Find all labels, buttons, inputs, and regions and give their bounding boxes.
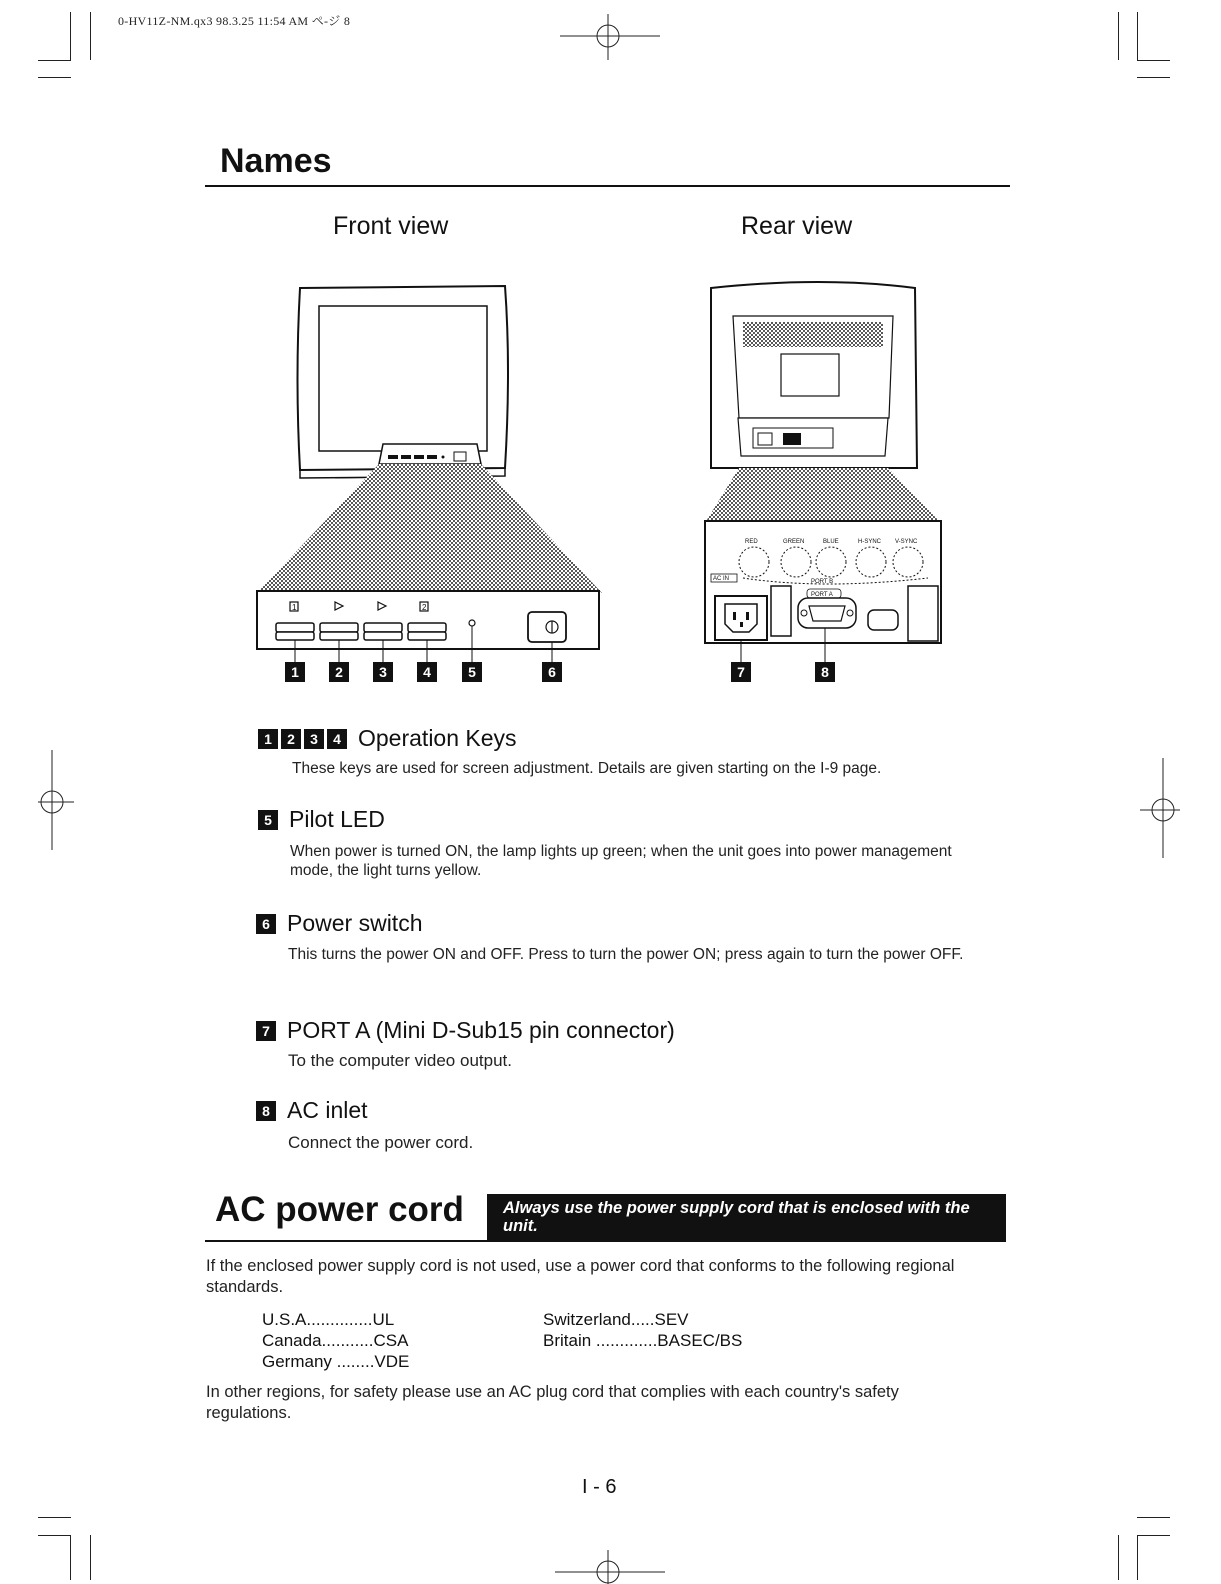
- item-badge: 5: [258, 810, 278, 830]
- print-header: 0-HV11Z-NM.qx3 98.3.25 11:54 AM ペ-ジ 8: [118, 14, 351, 28]
- callout-badge-6: 6: [542, 662, 562, 682]
- item-description: When power is turned ON, the lamp lights up green; when the unit goes into power management mode, the light turns yellow.: [290, 843, 952, 879]
- section-title-names: Names: [220, 142, 332, 180]
- ac-outro-text: In other regions, for safety please use an AC plug cord that complies with each country's safety regulations.: [206, 1383, 899, 1422]
- item-description: Connect the power cord.: [288, 1133, 474, 1152]
- item-description: This turns the power ON and OFF. Press to turn the power ON; press again to turn the power OFF.: [288, 946, 964, 963]
- item-badge: 8: [256, 1101, 276, 1121]
- vent-grille: [743, 322, 883, 347]
- item-description: These keys are used for screen adjustment. Details are given starting on the I-9 page.: [292, 760, 882, 777]
- item-power-switch: [256, 910, 422, 937]
- pilot-led-indicator: [469, 620, 475, 626]
- item-heading: PORT A (Mini D-Sub15 pin connector): [287, 1017, 675, 1043]
- rear-zoom-shading: [705, 468, 941, 523]
- item-badge: 3: [304, 729, 324, 749]
- rear-label-green: GREEN: [783, 539, 805, 545]
- standards-list-left: [262, 1309, 409, 1372]
- svg-text:2: 2: [422, 603, 427, 612]
- item-port-a: [256, 1017, 675, 1044]
- callout-badge-5: 5: [462, 662, 482, 682]
- rear-label-port-b: PORT B: [811, 579, 834, 585]
- item-ac-inlet: [256, 1097, 368, 1124]
- item-heading: Operation Keys: [358, 725, 517, 751]
- rear-view-illustration: [703, 278, 948, 698]
- item-badge: 7: [256, 1021, 276, 1041]
- callout-badge-1: 1: [285, 662, 305, 682]
- item-badge: 1: [258, 729, 278, 749]
- item-heading: Power switch: [287, 910, 423, 936]
- front-view-title: Front view: [333, 212, 449, 240]
- standard-entry: Germany ........VDE: [262, 1352, 410, 1371]
- item-operation-keys: [258, 725, 517, 752]
- item-pilot-led: [258, 806, 385, 833]
- standard-entry: Canada...........CSA: [262, 1331, 409, 1350]
- rear-label-hsync: H-SYNC: [858, 539, 882, 545]
- callout-badge-8: 8: [815, 662, 835, 682]
- item-heading: AC inlet: [287, 1097, 368, 1123]
- item-heading: Pilot LED: [289, 806, 385, 832]
- item-badge: 4: [327, 729, 347, 749]
- front-view-illustration: [255, 278, 605, 698]
- item-badge: 2: [281, 729, 301, 749]
- warning-banner: Always use the power supply cord that is enclosed with the unit.: [487, 1194, 1006, 1242]
- rear-label-vsync: V-SYNC: [895, 539, 918, 545]
- standard-entry: U.S.A..............UL: [262, 1310, 395, 1329]
- rear-label-red: RED: [745, 539, 758, 545]
- ac-title-divider: [205, 1240, 487, 1242]
- rear-label-blue: BLUE: [823, 539, 839, 545]
- section-title-ac-power-cord: AC power cord: [215, 1190, 464, 1229]
- rear-label-ac-in: AC IN: [713, 576, 730, 582]
- callout-badge-4: 4: [417, 662, 437, 682]
- title-divider: [205, 185, 1010, 187]
- ac-intro-text: If the enclosed power supply cord is not used, use a power cord that conforms to the following regional standards.: [206, 1257, 955, 1296]
- callout-badge-2: 2: [329, 662, 349, 682]
- callout-badge-7: 7: [731, 662, 751, 682]
- monitor-screen: [319, 306, 487, 451]
- zoom-shading: [257, 464, 602, 593]
- svg-text:1: 1: [292, 603, 297, 612]
- standards-list-right: [543, 1309, 742, 1351]
- rear-view-title: Rear view: [741, 212, 853, 240]
- rear-label-port-a: PORT A: [811, 592, 833, 598]
- standard-entry: Britain .............BASEC/BS: [543, 1331, 743, 1350]
- item-badge: 6: [256, 914, 276, 934]
- callout-badge-3: 3: [373, 662, 393, 682]
- power-button-shape: [528, 612, 566, 642]
- standard-entry: Switzerland.....SEV: [543, 1310, 689, 1329]
- item-description: To the computer video output.: [288, 1051, 512, 1070]
- page-number: I - 6: [582, 1476, 617, 1498]
